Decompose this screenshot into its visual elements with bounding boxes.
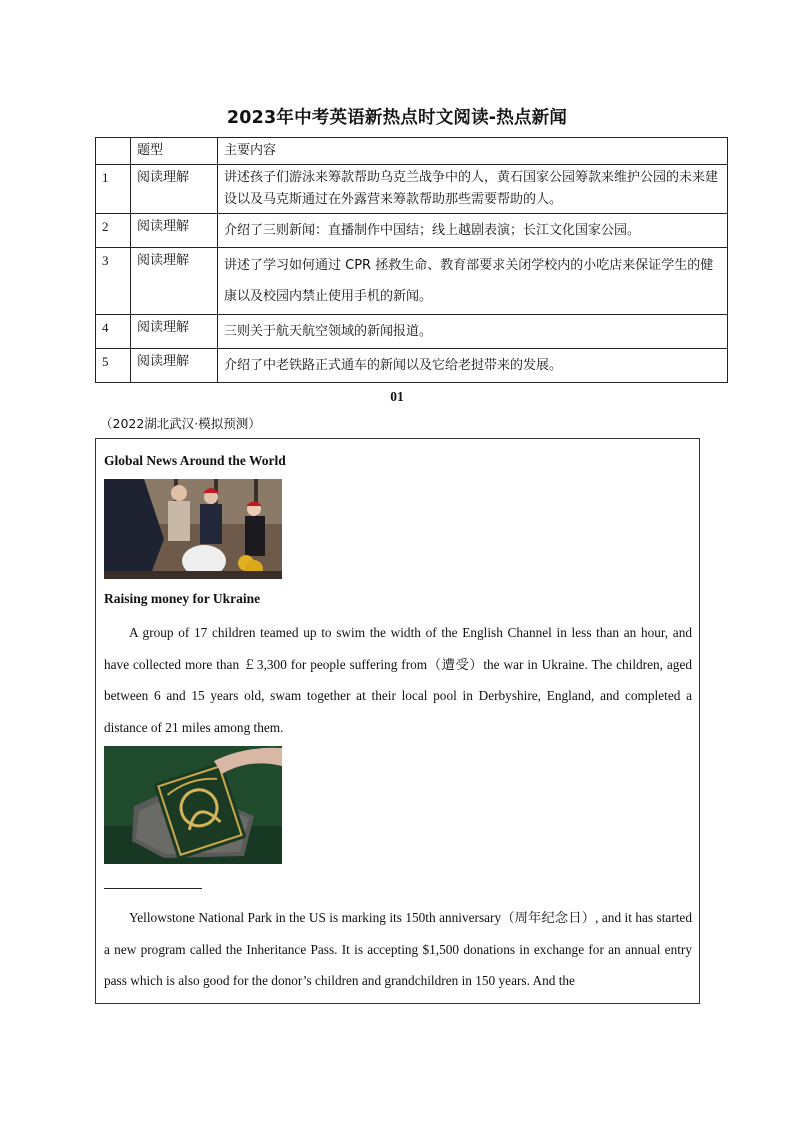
table-row xyxy=(96,315,728,349)
row-type: 阅读理解 xyxy=(131,248,218,315)
row-type: 阅读理解 xyxy=(131,349,218,383)
header-no xyxy=(96,138,131,165)
article-box xyxy=(95,438,700,1004)
row-type: 阅读理解 xyxy=(131,315,218,349)
table-row xyxy=(96,214,728,248)
paragraph-text: A group of 17 children teamed up to swim the width of the English Channel in less than an hour, and have collected more than ￡3,300 for people suffering from（遭受）the war in Ukraine. The children, aged between 6 and 15 years old, swam together at their local pool in Derbyshire, England, and completed a distance of 21 miles among them. xyxy=(104,625,692,735)
article-title: Global News Around the World xyxy=(104,453,286,468)
row-no: 2 xyxy=(96,214,131,248)
row-no: 1 xyxy=(96,165,131,214)
row-type: 阅读理解 xyxy=(131,214,218,248)
summary-table xyxy=(95,137,728,383)
inheritance-pass-photo xyxy=(104,746,282,864)
row-content: 介绍了三则新闻：直播制作中国结；线上越剧表演；长江文化国家公园。 xyxy=(218,214,728,248)
row-no: 4 xyxy=(96,315,131,349)
table-header-row xyxy=(96,138,728,165)
table-row xyxy=(96,165,728,214)
row-content: 介绍了中老铁路正式通车的新闻以及它给老挝带来的发展。 xyxy=(218,349,728,383)
row-content: 讲述了学习如何通过 CPR 拯救生命、教育部要求关闭学校内的小吃店来保证学生的健康以及校园内禁止使用手机的新闻。 xyxy=(218,248,728,315)
paragraph-yellowstone xyxy=(104,902,692,997)
table-row xyxy=(96,248,728,315)
row-content: 三则关于航天航空领域的新闻报道。 xyxy=(218,315,728,349)
source-note: （2022湖北武汉·模拟预测） xyxy=(100,416,261,431)
table-row xyxy=(96,349,728,383)
divider-line xyxy=(104,888,202,889)
row-content: 讲述孩子们游泳来筹款帮助乌克兰战争中的人，黄石国家公园筹款来维护公园的未来建设以及马克斯通过在外露营来筹款帮助那些需要帮助的人。 xyxy=(218,165,728,214)
header-content: 主要内容 xyxy=(218,138,728,165)
section-number: 01 xyxy=(390,389,404,404)
article-subheading: Raising money for Ukraine xyxy=(104,591,261,606)
row-type: 阅读理解 xyxy=(131,165,218,214)
paragraph-ukraine xyxy=(104,617,692,743)
row-no: 3 xyxy=(96,248,131,315)
paragraph-text: Yellowstone National Park in the US is marking its 150th anniversary（周年纪念日）, and it has started a new program called the Inheritance Pass. It is accepting $1,500 donations in exchange for an annual entry pass which is also good for the donor’s children and grandchildren in 150 years. And the xyxy=(104,910,692,988)
row-no: 5 xyxy=(96,349,131,383)
header-type: 题型 xyxy=(131,138,218,165)
document-title: 2023年中考英语新热点时文阅读-热点新闻 xyxy=(226,108,568,128)
children-photo xyxy=(104,479,282,579)
